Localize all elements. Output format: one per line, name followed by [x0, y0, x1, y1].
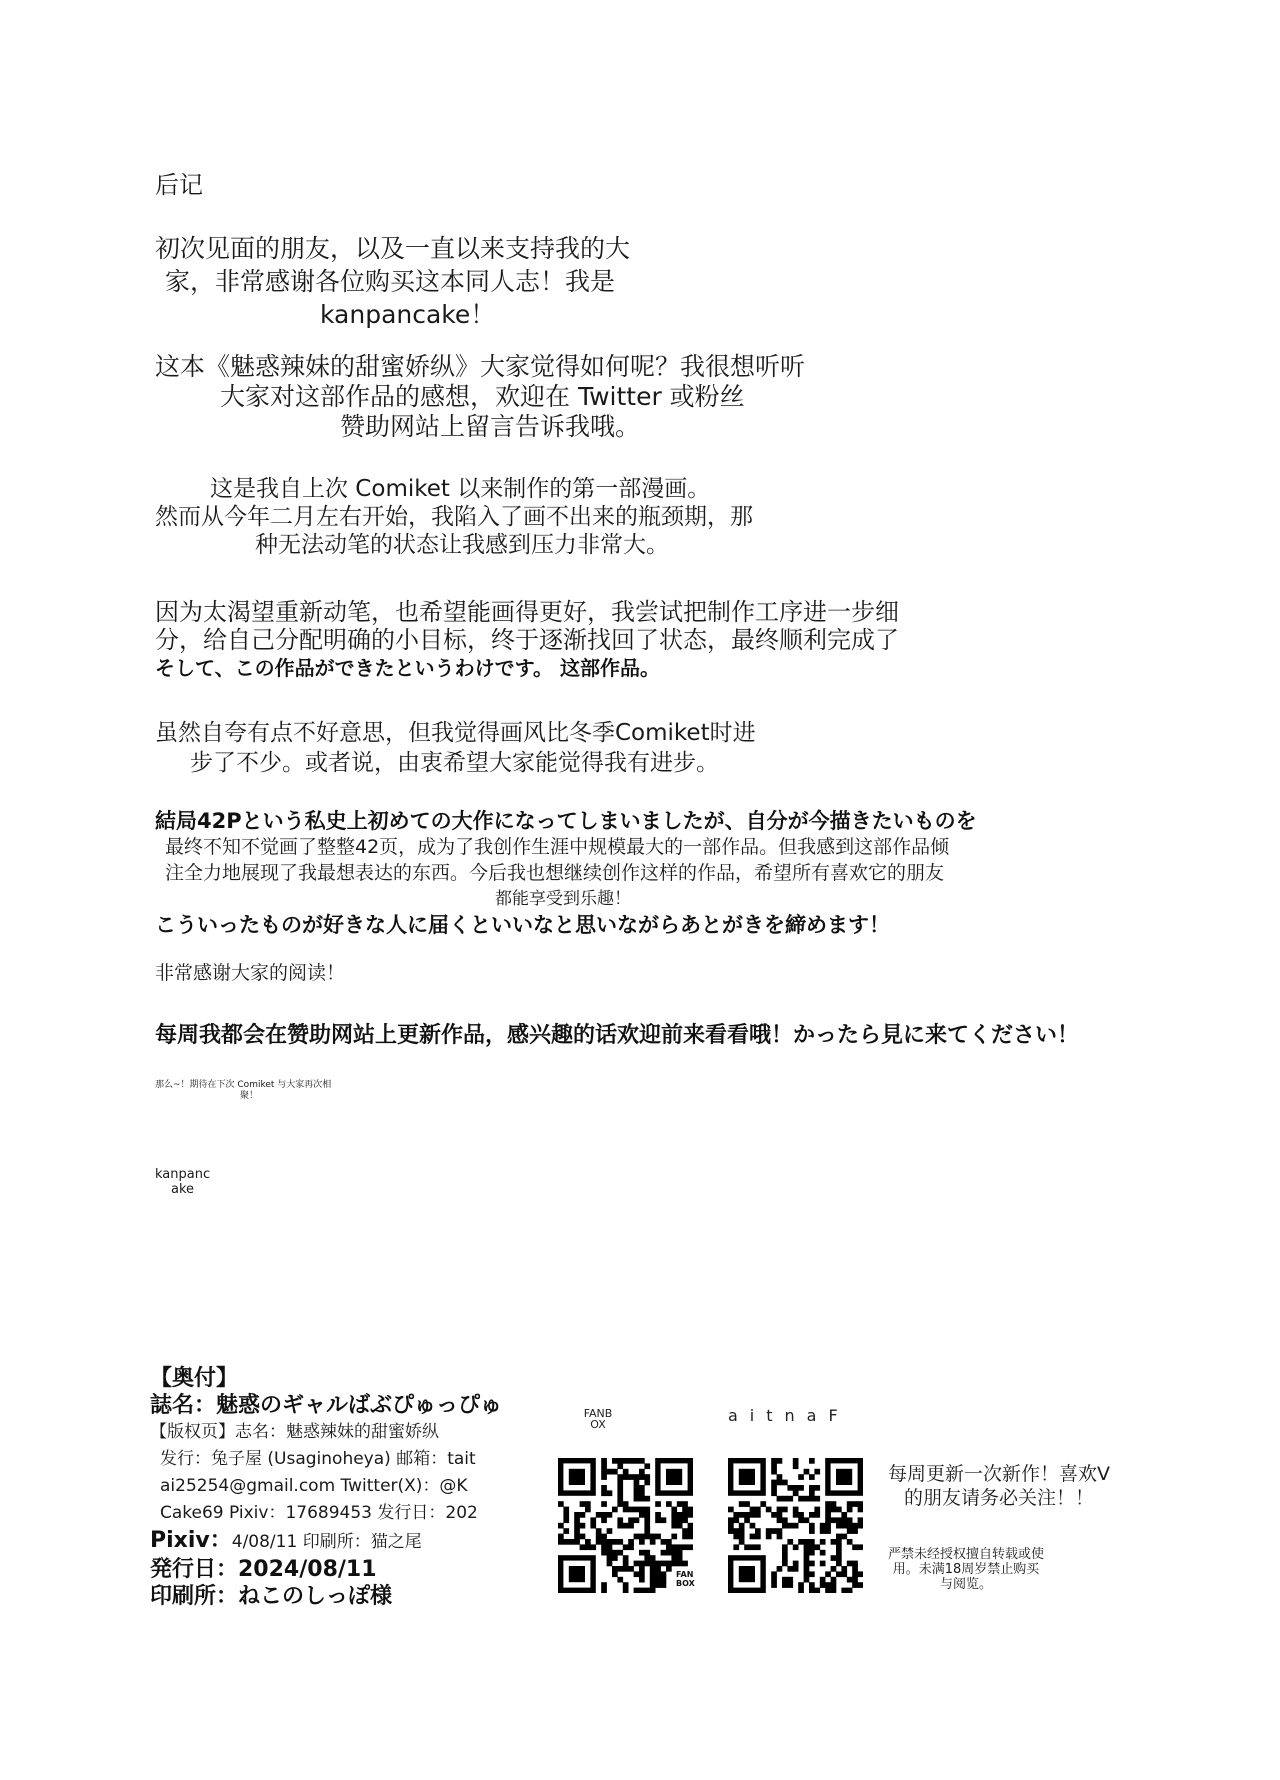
text-line: ai25254@gmail.com Twitter(X)：@K	[160, 1476, 468, 1496]
text-line: 大家对这部作品的感想，欢迎在 Twitter 或粉丝	[220, 382, 745, 411]
text-line: 与阅览。	[940, 1577, 993, 1592]
text-line: 严禁未经授权擅自转载或使	[888, 1547, 1045, 1562]
text-line: そして、この作品ができたというわけです。 这部作品。	[155, 656, 660, 680]
colophon	[150, 1365, 502, 1610]
text-line: 每周更新一次新作！喜欢V	[888, 1463, 1110, 1485]
text-line: kanpancake！	[320, 300, 496, 329]
paragraph-improvement	[155, 718, 756, 778]
text-line: 的朋友请务必关注！！	[903, 1487, 1094, 1509]
paragraph-greeting	[155, 232, 630, 331]
text-line: 然而从今年二月左右开始，我陷入了画不出来的瓶颈期，那	[155, 504, 753, 530]
copyright-warning	[888, 1547, 1044, 1592]
fantia-qr-code[interactable]	[728, 1458, 863, 1593]
text-line: 步了不少。或者说，由衷希望大家能觉得我有进步。	[190, 750, 719, 776]
text-line: 种无法动笔的状态让我感到压力非常大。	[255, 532, 669, 558]
text-line: 最终不知不觉画了整整42页，成为了我创作生涯中规模最大的一部作品。但我感到这部作品倾	[165, 836, 950, 858]
fanbox-qr-code[interactable]	[558, 1458, 693, 1593]
paragraph-process	[155, 598, 899, 682]
paragraph-feedback	[155, 352, 805, 442]
follow-note	[888, 1462, 1110, 1510]
text-line: 4/08/11 印刷所：猫之尾	[231, 1532, 422, 1552]
text-line: 因为太渴望重新动笔，也希望能画得更好，我尝试把制作工序进一步细	[155, 598, 899, 626]
text-line: 注全力地展现了我最想表达的东西。今后我也想继续创作这样的作品，希望所有喜欢它的朋友	[165, 862, 945, 884]
fantia-label: aitnaF	[728, 1406, 850, 1425]
text-line: 分，给自己分配明确的小目标，终于逐渐找回了状态，最终顺利完成了	[155, 626, 899, 654]
colophon-book-title: 誌名：魅惑のギャルばぶぴゅっぴゅ	[150, 1393, 503, 1418]
text-line: 虽然自夸有点不好意思，但我觉得画风比冬季Comiket时进	[155, 720, 756, 746]
text-line: 結局42Pという私史上初めての大作になってしまいましたが、自分が今描きたいものを	[155, 809, 977, 833]
paragraph-slump	[155, 475, 753, 559]
text-line: 这本《魅惑辣妹的甜蜜娇纵》大家觉得如何呢？我很想听听	[155, 352, 806, 381]
text-line: 聚！	[240, 1091, 259, 1101]
weekly-update-line: 每周我都会在赞助网站上更新作品，感兴趣的话欢迎前来看看哦！かったら見に来てください！	[155, 1023, 1080, 1048]
page-title: 后记	[155, 171, 203, 199]
qr-code-icon	[558, 1458, 693, 1593]
text-line: kanpanc	[155, 1167, 211, 1182]
text-line: 用。未满18周岁禁止购买	[892, 1562, 1040, 1577]
text-line: 【版权页】志名：魅惑辣妹的甜蜜娇纵	[150, 1422, 439, 1442]
text-line: 都能享受到乐趣！	[495, 889, 631, 909]
colophon-pixiv-label: Pixiv：	[150, 1528, 232, 1553]
farewell-note	[155, 1080, 331, 1102]
text-line: ake	[171, 1182, 195, 1197]
text-line: こういったものが好きな人に届くといいなと思いながらあとがきを締めます！	[155, 913, 890, 937]
paragraph-42-pages	[155, 808, 977, 938]
text-line: 那么~！期待在下次 Comiket 与大家再次相	[155, 1080, 332, 1090]
text-line: 家，非常感谢各位购买这本同人志！我是	[165, 267, 616, 296]
author-signature	[155, 1167, 210, 1197]
fanbox-label: FANB OX	[583, 1407, 613, 1431]
colophon-date: 発行日：2024/08/11	[150, 1557, 377, 1582]
thanks-line: 非常感谢大家的阅读！	[155, 962, 346, 984]
text-line: 发行：兔子屋 (Usaginoheya) 邮箱：tait	[160, 1449, 476, 1469]
colophon-heading: 【奥付】	[150, 1366, 239, 1391]
fanbox-tag: FAN BOX	[676, 1570, 695, 1588]
text-line: 这是我自上次 Comiket 以来制作的第一部漫画。	[210, 476, 711, 502]
colophon-printer: 印刷所：ねこのしっぽ様	[150, 1584, 393, 1609]
text-line: 赞助网站上留言告诉我哦。	[340, 412, 641, 441]
text-line: 初次见面的朋友，以及一直以来支持我的大	[155, 234, 631, 263]
text-line: Cake69 Pixiv：17689453 发行日：202	[160, 1503, 478, 1523]
qr-code-icon	[728, 1458, 863, 1593]
